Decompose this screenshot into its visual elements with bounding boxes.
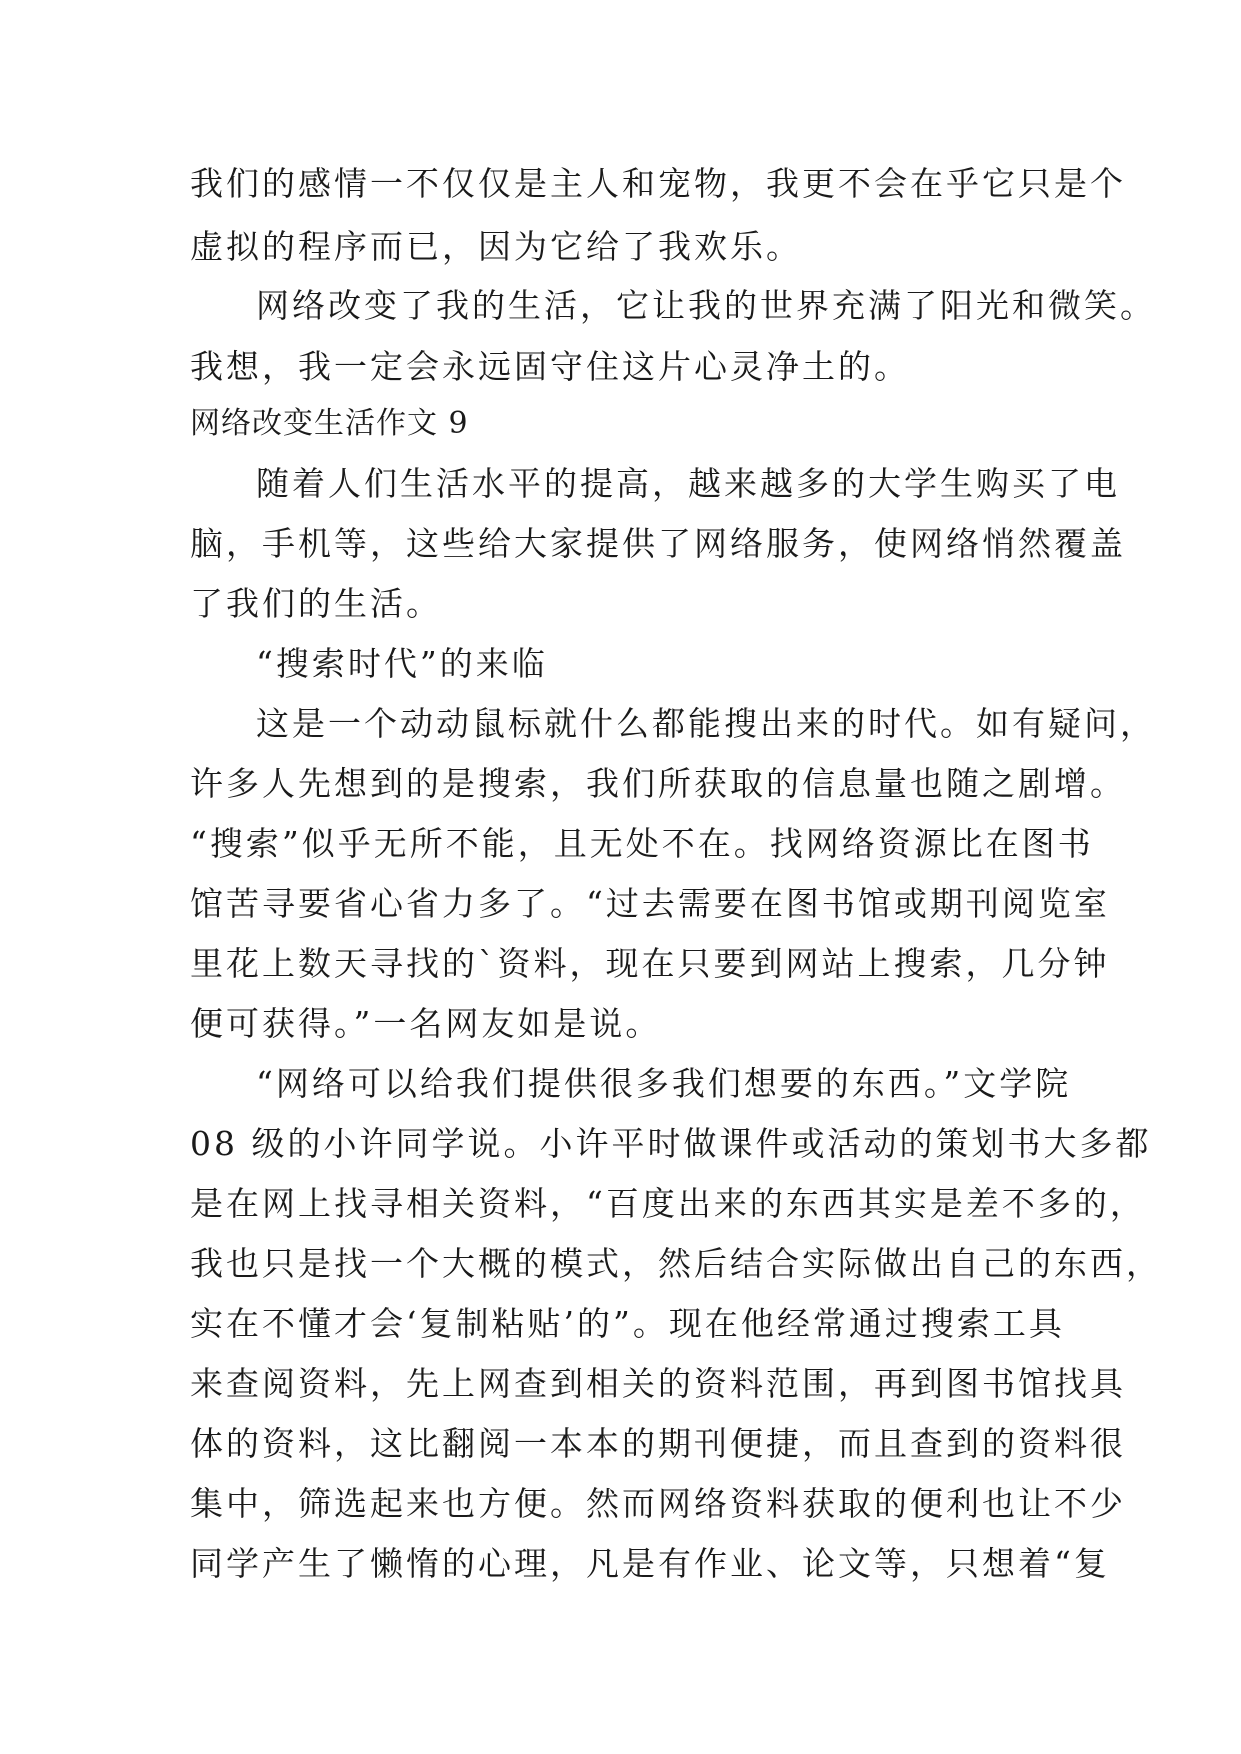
text-line: 馆苦寻要省心省力多了。“过去需要在图书馆或期刊阅览室 [190, 884, 1110, 923]
text-line: 体的资料，这比翻阅一本本的期刊便捷，而且查到的资料很 [190, 1424, 1126, 1463]
text-line: 我想，我一定会永远固守住这片心灵净土的。 [190, 347, 910, 386]
text-line: 里花上数天寻找的`资料，现在只要到网站上搜索，几分钟 [190, 944, 1110, 983]
subheading: “搜索时代”的来临 [256, 644, 548, 683]
text-line: 08 级的小许同学说。小许平时做课件或活动的策划书大多都 [190, 1124, 1152, 1163]
text-line: 实在不懂才会‘复制粘贴’的”。现在他经常通过搜索工具 [190, 1304, 1065, 1343]
text-line: 我也只是找一个大概的模式，然后结合实际做出自己的东西， [190, 1244, 1162, 1283]
text-line: 这是一个动动鼠标就什么都能搜出来的时代。如有疑问， [256, 704, 1156, 743]
text-line: 了我们的生活。 [190, 584, 442, 623]
text-line: “网络可以给我们提供很多我们想要的东西。”文学院 [256, 1064, 1072, 1103]
text-line: 集中，筛选起来也方便。然而网络资料获取的便利也让不少 [190, 1484, 1126, 1523]
text-line: 脑，手机等，这些给大家提供了网络服务，使网络悄然覆盖 [190, 524, 1126, 563]
text-line: 便可获得。”一名网友如是说。 [190, 1004, 662, 1043]
text-line: 同学产生了懒惰的心理，凡是有作业、论文等，只想着“复 [190, 1544, 1110, 1583]
text-line: 来查阅资料，先上网查到相关的资料范围，再到图书馆找具 [190, 1364, 1126, 1403]
section-heading: 网络改变生活作文 9 [190, 406, 469, 441]
text-line: 随着人们生活水平的提高，越来越多的大学生购买了电 [256, 464, 1120, 503]
text-line: 虚拟的程序而已，因为它给了我欢乐。 [190, 227, 802, 266]
text-line: “搜索”似乎无所不能，且无处不在。找网络资源比在图书 [190, 824, 1094, 863]
text-line: 我们的感情一不仅仅是主人和宠物，我更不会在乎它只是个 [190, 164, 1126, 203]
text-line: 是在网上找寻相关资料，“百度出来的东西其实是差不多的， [190, 1184, 1146, 1223]
text-line: 网络改变了我的生活，它让我的世界充满了阳光和微笑。 [256, 286, 1156, 325]
text-line: 许多人先想到的是搜索，我们所获取的信息量也随之剧增。 [190, 764, 1126, 803]
